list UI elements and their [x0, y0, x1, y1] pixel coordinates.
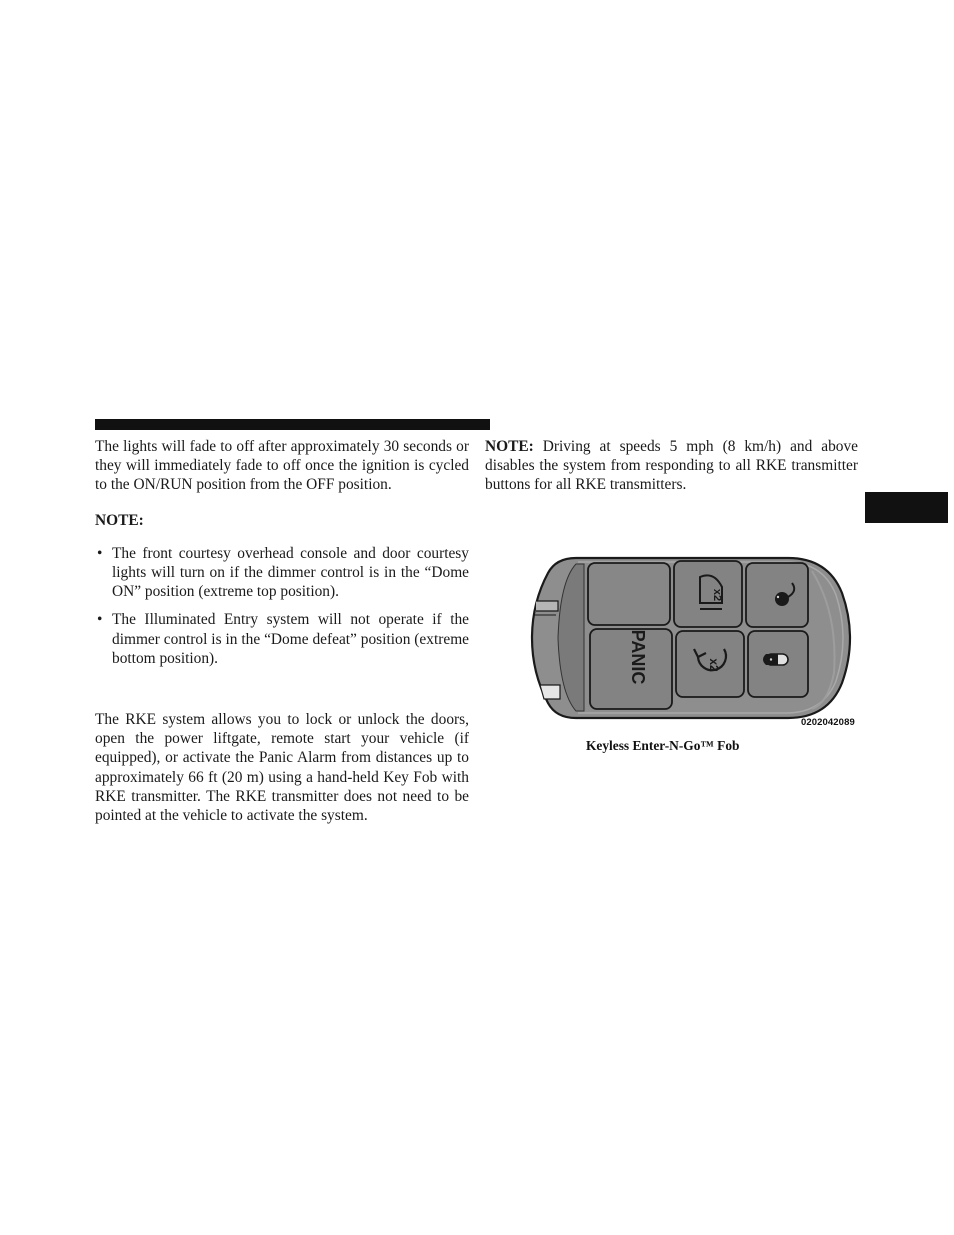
- figure-caption: Keyless Enter-N-Go™ Fob: [586, 738, 740, 753]
- panic-label: PANIC: [628, 629, 648, 685]
- list-item: [95, 610, 469, 668]
- bullet-text: The Illuminated Entry system will not operate if the dimmer control is in the “Dome defeat” position (extreme bottom position).: [112, 611, 469, 667]
- chapter-tab: [865, 492, 948, 523]
- list-item: [95, 544, 469, 602]
- rke-paragraph: The RKE system allows you to lock or unlock the doors, open the power liftgate, remote start your vehicle (if equipped), or activate the Panic Alarm from distances up to approximately 66 ft (20 m) using a hand-held Key Fob with RKE transmitter. The RKE transmitter does not need to be pointed at the vehicle to activate the system.: [95, 711, 469, 825]
- image-code: 0202042089: [801, 717, 855, 728]
- note-bullet-list: [95, 544, 469, 668]
- section-rule: [95, 419, 490, 430]
- note-text: Driving at speeds 5 mph (8 km/h) and above disables the system from responding to all RKE transmitter buttons for all RKE transmitters.: [485, 438, 858, 494]
- intro-paragraph: The lights will fade to off after approximately 30 seconds or they will immediately fade to off once the ignition is cycled to the ON/RUN position from the OFF position.: [95, 438, 469, 494]
- note-label: NOTE:: [485, 438, 534, 455]
- blank-button: [588, 563, 670, 625]
- remote-start-label: x2: [707, 658, 721, 672]
- note-heading: NOTE:: [95, 511, 144, 529]
- bullet-text: The front courtesy overhead console and door courtesy lights will turn on if the dimmer control is in the “Dome ON” position (extreme top position).: [112, 544, 469, 601]
- speed-note: [485, 437, 858, 495]
- key-blade-edge: [536, 601, 558, 611]
- liftgate-label: x2: [711, 588, 723, 602]
- lock-icon: [763, 654, 788, 665]
- liftgate-button: [674, 561, 742, 627]
- key-fob-illustration: [528, 553, 858, 733]
- bullet-icon: •: [97, 544, 103, 562]
- left-column: [95, 437, 469, 825]
- bullet-icon: •: [97, 611, 103, 629]
- right-column: [485, 437, 858, 495]
